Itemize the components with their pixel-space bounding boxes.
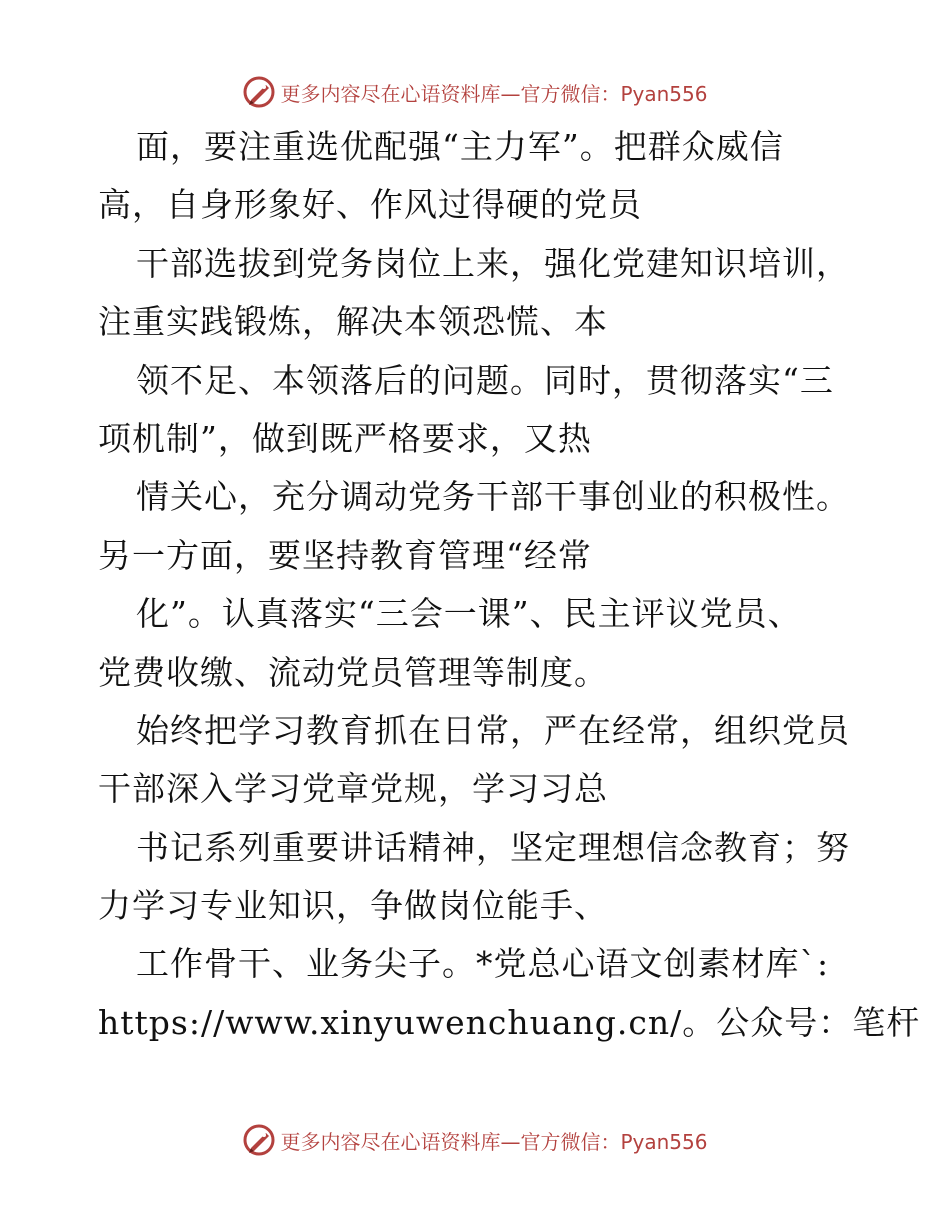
text-line: 化”。认真落实“三会一课”、民主评议党员、 — [136, 594, 802, 634]
text-line: 领不足、本领落后的问题。同时，贯彻落实“三 — [136, 360, 834, 400]
text-line: 另一方面，要坚持教育管理“经常 — [98, 535, 592, 575]
text-line: 项机制”，做到既严格要求，又热 — [98, 418, 592, 458]
text-line: 始终把学习教育抓在日常，严在经常，组织党员 — [136, 710, 850, 750]
header-banner — [0, 72, 950, 112]
text-line: 党费收缴、流动党员管理等制度。 — [98, 652, 608, 692]
document-body — [98, 118, 921, 1052]
text-line: 注重实践锻炼，解决本领恐慌、本 — [98, 302, 608, 342]
text-line: 干部深入学习党章党规，学习习总 — [98, 769, 608, 809]
text-line: 工作骨干、业务尖子。*党总心语文创素材库`: — [136, 944, 830, 984]
text-line: 高，自身形象好、作风过得硬的党员 — [98, 185, 642, 225]
text-line: https://www.xinyuwenchuang.cn/。公众号：笔杆 — [98, 1002, 921, 1042]
pen-logo-icon — [242, 75, 276, 109]
text-line: 干部选拔到党务岗位上来，强化党建知识培训， — [136, 243, 850, 283]
header-text: 更多内容尽在心语资料库—官方微信：Pyan556 — [280, 81, 708, 106]
text-line: 书记系列重要讲话精神，坚定理想信念教育；努 — [136, 827, 850, 867]
pen-logo-icon — [242, 1123, 276, 1157]
footer-text: 更多内容尽在心语资料库—官方微信：Pyan556 — [280, 1129, 708, 1154]
footer-banner — [0, 1120, 950, 1160]
text-line: 情关心，充分调动党务干部干事创业的积极性。 — [136, 477, 850, 517]
text-line: 面，要注重选优配强“主力军”。把群众威信 — [136, 127, 784, 166]
text-line: 力学习专业知识，争做岗位能手、 — [98, 886, 608, 926]
